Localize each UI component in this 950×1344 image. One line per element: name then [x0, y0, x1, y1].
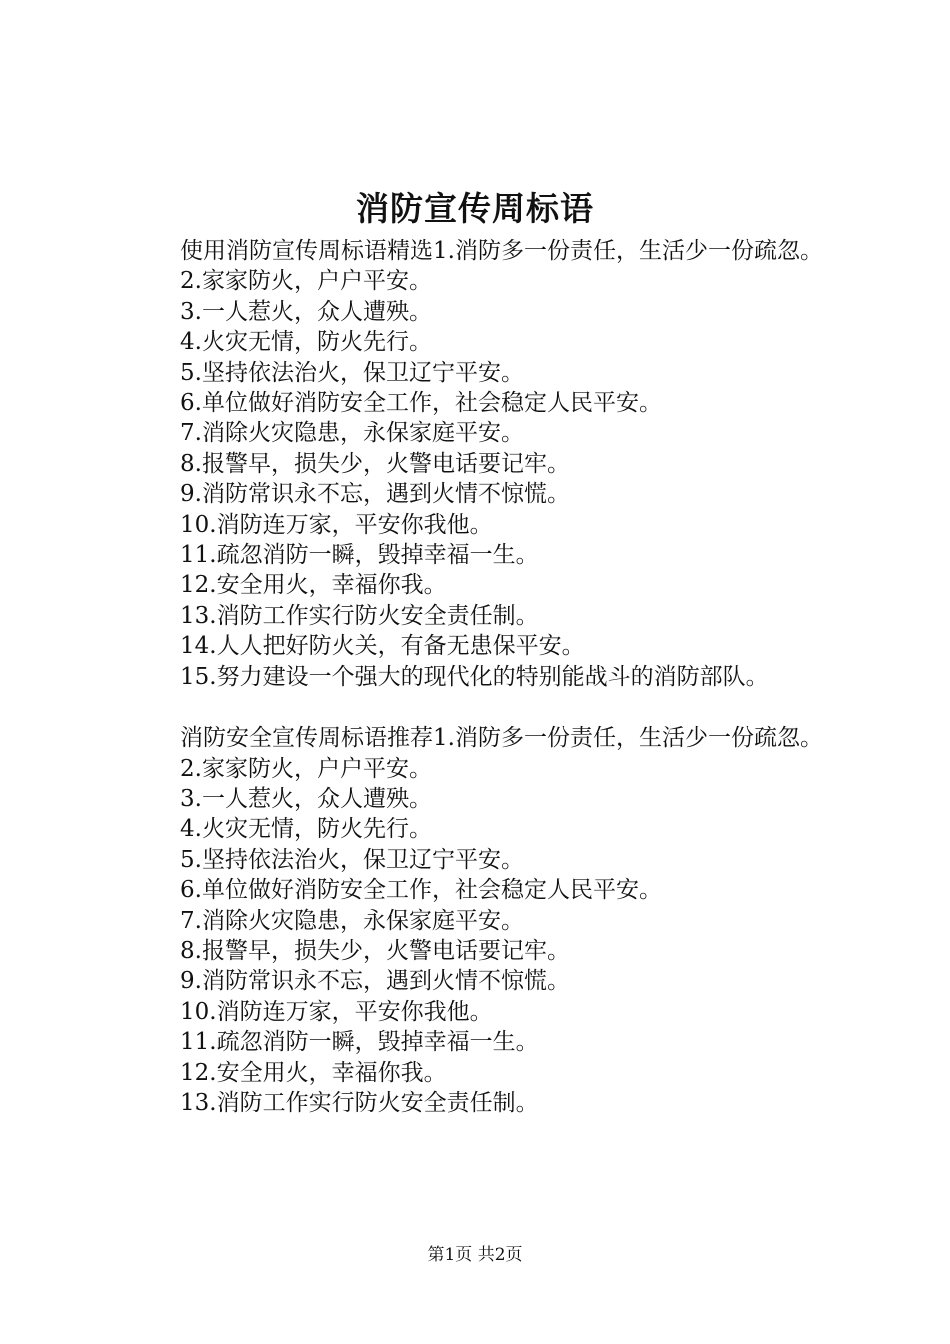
list-item: 8.报警早，损失少，火警电话要记牢。 [180, 450, 570, 477]
list-item: 8.报警早，损失少，火警电话要记牢。 [180, 937, 570, 964]
list-item: 13.消防工作实行防火安全责任制。 [180, 1089, 539, 1116]
section-divider-space [128, 692, 838, 723]
list-item: 10.消防连万家，平安你我他。 [180, 511, 493, 538]
list-item: 11.疏忽消防一瞬，毁掉幸福一生。 [180, 542, 539, 569]
list-item: 7.消除火灾隐患，永保家庭平安。 [180, 907, 524, 934]
section2-list [128, 754, 838, 1119]
list-item: 5.坚持依法治火，保卫辽宁平安。 [180, 846, 524, 873]
list-item: 9.消防常识永不忘，遇到火情不惊慌。 [180, 968, 570, 995]
list-item: 9.消防常识永不忘，遇到火情不惊慌。 [180, 481, 570, 508]
list-item: 15.努力建设一个强大的现代化的特别能战斗的消防部队。 [180, 663, 769, 690]
list-item: 12.安全用火，幸福你我。 [180, 572, 447, 599]
section1-list [128, 266, 838, 692]
list-item: 4.火灾无情，防火先行。 [180, 816, 432, 843]
list-item: 13.消防工作实行防火安全责任制。 [180, 602, 539, 629]
list-item: 6.单位做好消防安全工作，社会稳定人民平安。 [180, 390, 662, 417]
page-title: 消防宣传周标语 [356, 189, 594, 228]
list-item: 6.单位做好消防安全工作，社会稳定人民平安。 [180, 877, 662, 904]
list-item: 12.安全用火，幸福你我。 [180, 1059, 447, 1086]
list-item: 5.坚持依法治火，保卫辽宁平安。 [180, 359, 524, 386]
list-item: 3.一人惹火，众人遭殃。 [180, 785, 432, 812]
list-item: 7.消除火灾隐患，永保家庭平安。 [180, 420, 524, 447]
list-item: 4.火灾无情，防火先行。 [180, 329, 432, 356]
list-item: 11.疏忽消防一瞬，毁掉幸福一生。 [180, 1029, 539, 1056]
section2-intro: 消防安全宣传周标语推荐1.消防多一份责任，生活少一份疏忽。 [180, 725, 823, 752]
list-item: 10.消防连万家，平安你我他。 [180, 998, 493, 1025]
list-item: 3.一人惹火，众人遭殃。 [180, 298, 432, 325]
document-body [128, 236, 838, 1118]
section1-intro: 使用消防宣传周标语精选1.消防多一份责任，生活少一份疏忽。 [180, 238, 823, 264]
list-item: 14.人人把好防火关，有备无患保平安。 [180, 633, 585, 660]
list-item: 2.家家防火，户户平安。 [180, 268, 432, 295]
page-footer: 第1页 共2页 [427, 1245, 523, 1265]
list-item: 2.家家防火，户户平安。 [180, 755, 432, 782]
